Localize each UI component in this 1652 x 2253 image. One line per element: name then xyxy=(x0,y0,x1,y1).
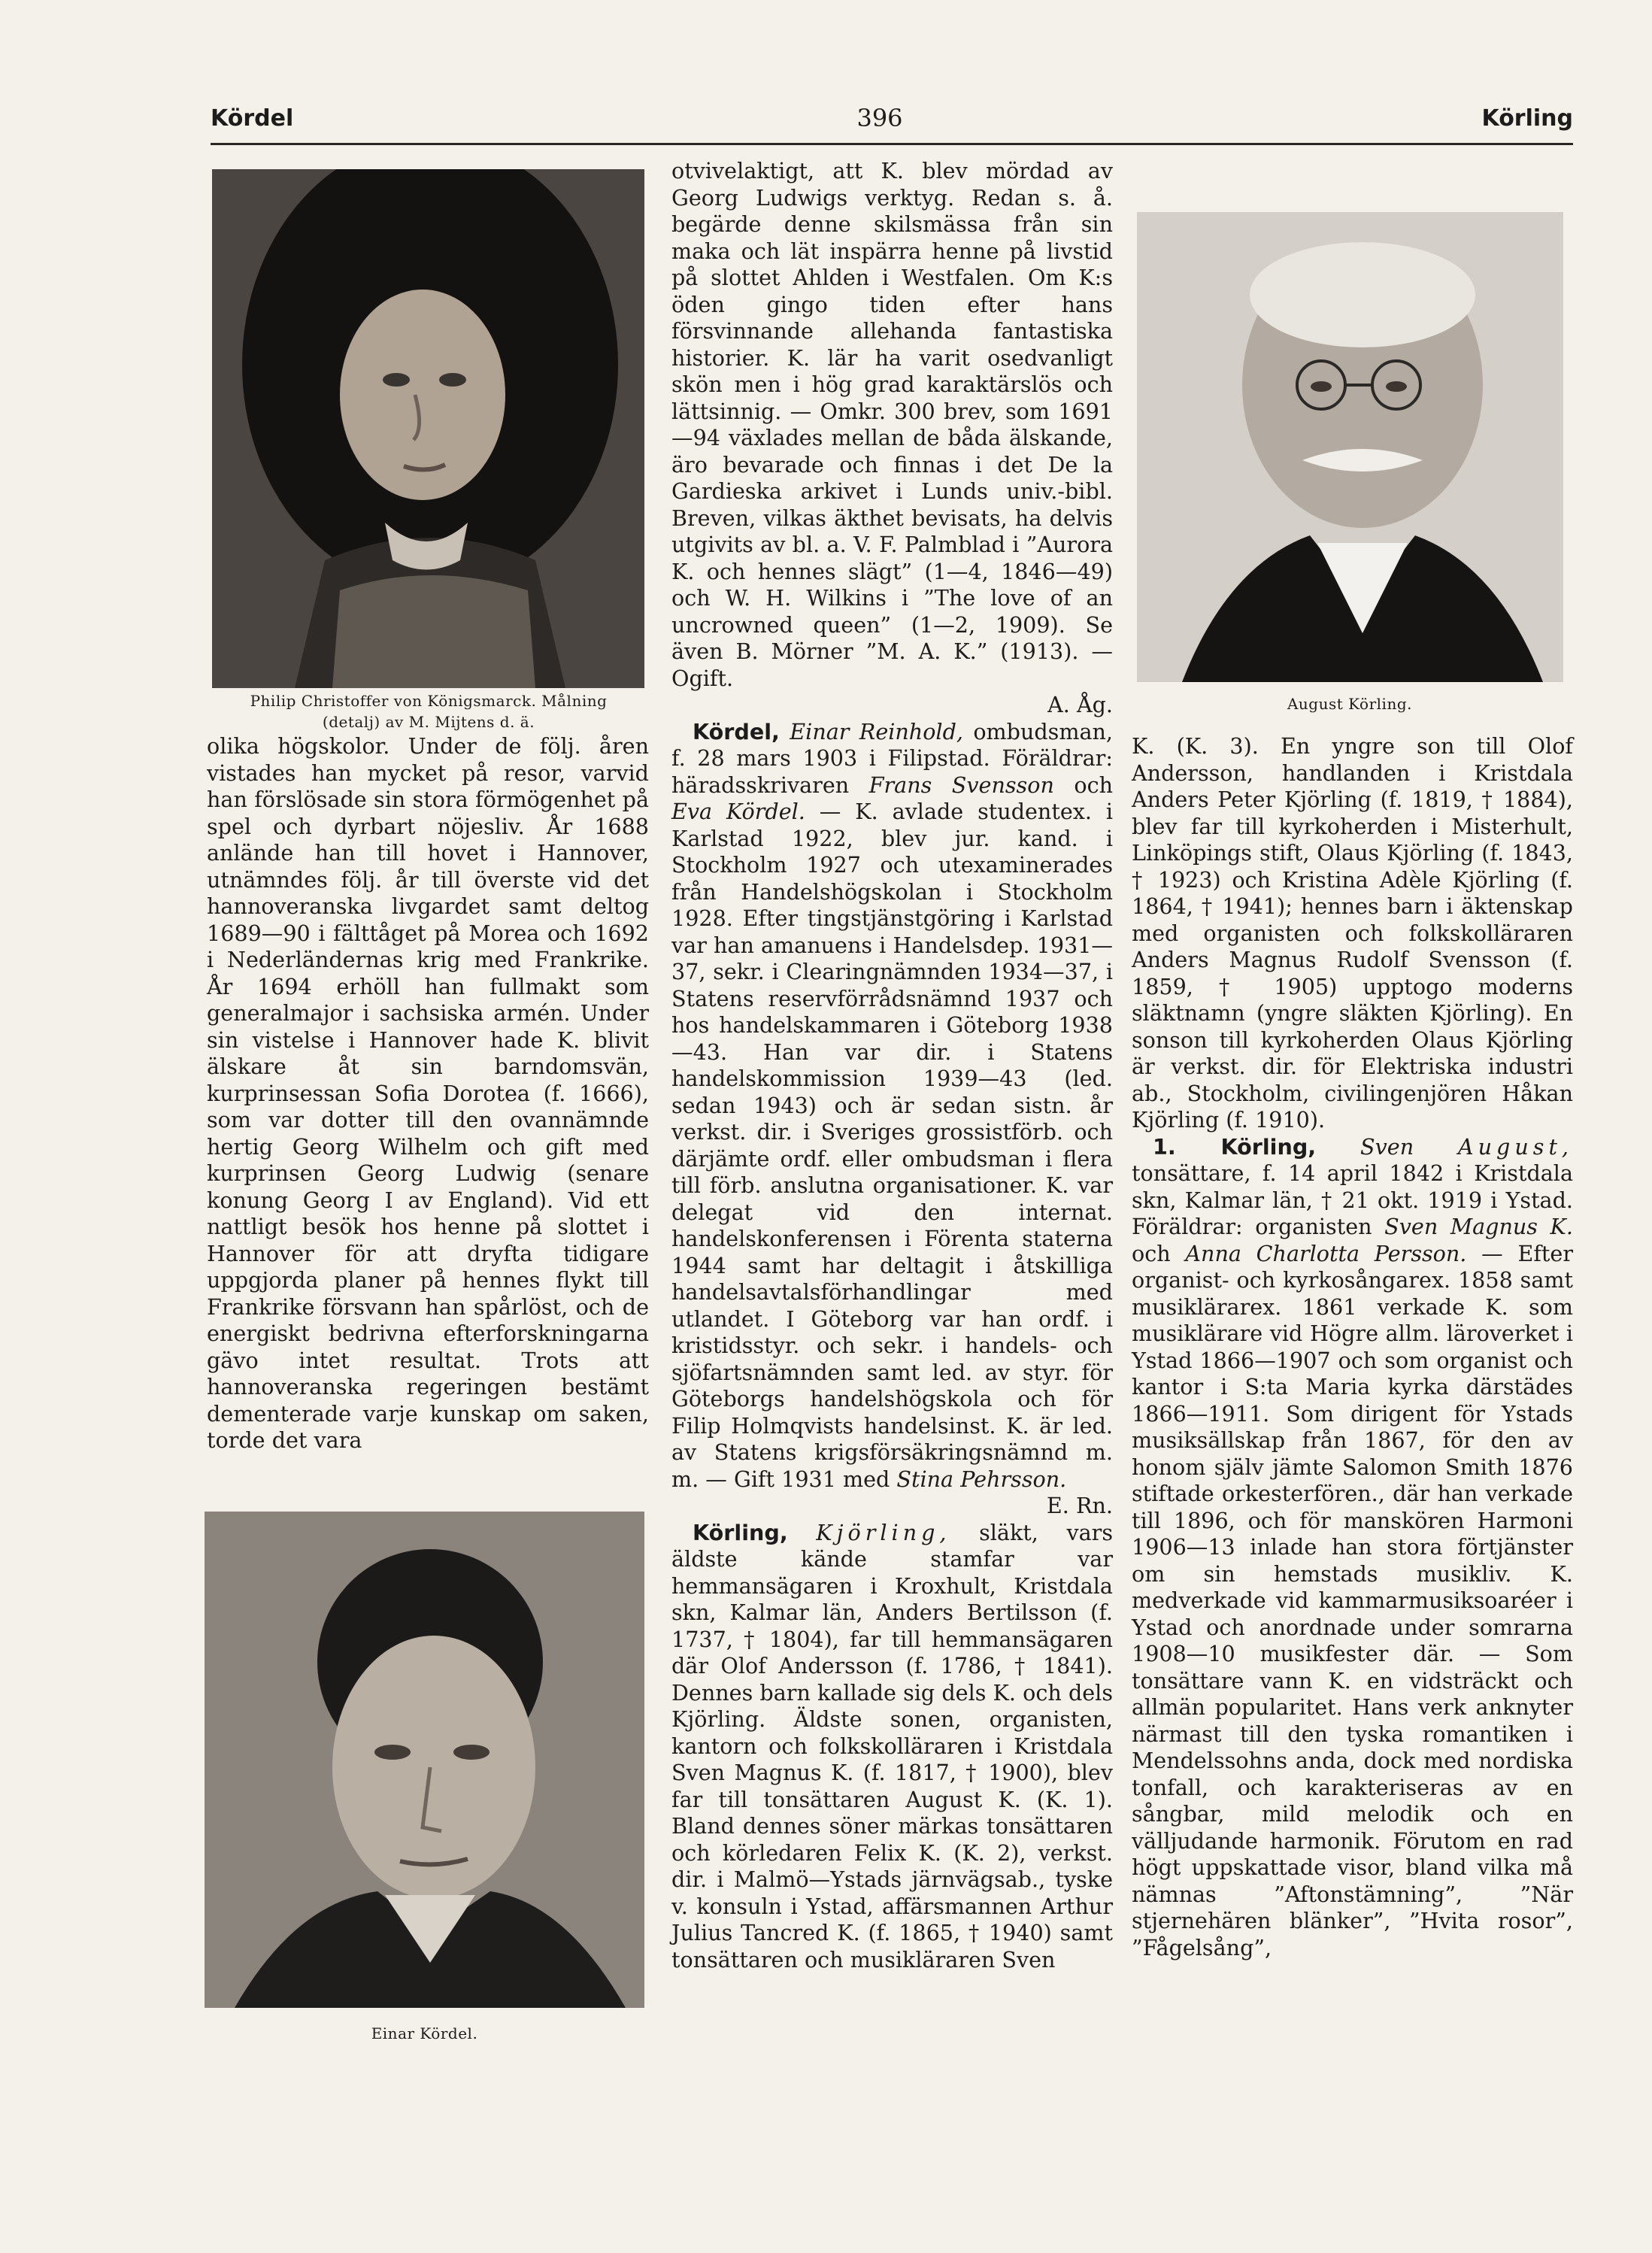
author-signature: A. Åg. xyxy=(1047,692,1113,717)
entry-text: ombudsman, f. 28 mars 1903 i Filipstad. Föräldrar: häradsskrivaren xyxy=(671,718,1114,798)
figure-caption-august xyxy=(1132,693,1568,714)
entry-heading: Körling, xyxy=(693,1519,788,1545)
entry-august-korling xyxy=(1132,1134,1573,1962)
entry-name-spaced: August, xyxy=(1457,1133,1574,1160)
entry-heading: 1. Körling, xyxy=(1153,1133,1317,1160)
entry-kordel xyxy=(671,719,1113,1493)
column-3 xyxy=(1132,733,1573,1961)
mother-name: Eva Kördel. xyxy=(671,799,805,824)
column-2 xyxy=(671,158,1113,1973)
paragraph: K. (K. 3). En yngre son till Olof Andersson, handlanden i Kristdala Anders Peter Kjörling (f. 1819, † 1884), blev far till kyrkoherden i Misterhult, Linköpings stift, Olaus Kjörling (f. 1843, † 1923) och Kristina Adèle Kjörling (f. 1864, † 1941); hennes barn i äktenskap med organisten och folkskolläraren Anders Magnus Rudolf Svensson (f. 1859, † 1905) upptogo moderns släktnamn (yngre släkten Kjörling). En sonson till kyrkoherden Olaus Kjörling är verkst. dir. för Elektriska industri ab., Stockholm, civilingenjören Håkan Kjörling (f. 1910). xyxy=(1132,733,1573,1133)
portrait-photo-icon xyxy=(1137,212,1563,682)
entry-text: tonsättare, f. 14 april 1842 i Kristdala skn, Kalmar län, † 21 okt. 1919 i Ystad. Föräldrar: organisten xyxy=(1132,1160,1573,1239)
page-number: 396 xyxy=(856,104,903,132)
entry-korling-family xyxy=(671,1520,1113,1974)
caption-line: Einar Kördel. xyxy=(371,2024,478,2042)
father-name: Frans Svensson xyxy=(868,772,1054,798)
caption-line: Philip Christoffer von Königsmarck. Målning xyxy=(250,692,608,710)
running-header xyxy=(0,98,1652,143)
caption-line: (detalj) av M. Mijtens d. ä. xyxy=(322,713,535,731)
figure-caption-philip xyxy=(207,690,650,732)
mother-name: Anna Charlotta Persson. xyxy=(1185,1240,1467,1266)
figure-caption-einar xyxy=(205,2023,644,2044)
header-right-word: Körling xyxy=(1481,105,1573,132)
entry-text: och xyxy=(1053,772,1114,798)
entry-text: — Efter organist- och kyrkosångarex. 1858 samt musiklärarex. 1861 verkade K. som musiklärare vid Högre allm. läroverket i Ystad 1866—1907 och som organist och kantor i S:ta Maria kyrka därstädes 1866—1911. Som dirigent för Ystads musiksällskap från 1867, för den av honom själv jämte Salomon Smith 1876 stiftade orkesterfören., där han verkade till 1896, och för manskören Harmoni 1906—13 inlade han stora förtjänster om sin hemstads musikliv. K. medverkade vid kammarmusiksoaréer i Ystad och anordnade under somrarna 1908—10 musikfester där. — Som tonsättare vann K. en vidsträckt och allmän popularitet. Hans verk anknyter närmast till den tyska romantiken i Mendelssohns anda, dock med nordiska tonfall, och karakteriseras av en sångbar, mild melodik och en välljudande harmonik. Förutom en rad högt uppskattade visor, bland vilka må nämnas ”Aftonstämning”, ”När stjernehären blänker”, ”Hvita rosor”, ”Fågelsång”, xyxy=(1132,1240,1574,1960)
entry-alt-name: Kjörling, xyxy=(816,1519,951,1545)
entry-text: och xyxy=(1132,1240,1186,1266)
paragraph: otvivelaktigt, att K. blev mördad av Georg Ludwigs verktyg. Redan s. å. begärde denne skilsmässa från sin maka och lät inspärra henne på livstid på slottet Ahlden i Westfalen. Om K:s öden gingo tiden efter hans försvinnande allehanda fantastiska historier. K. lär ha varit osedvanligt skön men i hög grad karaktärslös och lättsinnig. — Omkr. 300 brev, som 1691—94 växlades mellan de båda älskande, äro bevarade och finnas i det De la Gardieska arkivet i Lunds univ.-bibl. Breven, vilkas äkthet bevisats, ha delvis utgivits av bl. a. V. F. Palmblad i ”Aurora K. och hennes slägt” (1—4, 1846—49) och W. H. Wilkins i ”The love of an uncrowned queen” (1—2, 1909). Se även B. Mörner ”M. A. K.” (1913). — Ogift. xyxy=(671,158,1113,691)
caption-line: August Körling. xyxy=(1287,695,1412,713)
entry-name: Sven xyxy=(1360,1133,1414,1160)
entry-text: släkt, vars äldste kände stamfar var hemmansägaren i Kroxhult, Kristdala skn, Kalmar län, Anders Bertilsson (f. 1737, † 1804), far till hemmansägaren där Olof Andersson (f. 1786, † 1841). Dennes barn kallade sig dels K. och dels Kjörling. Äldste sonen, organisten, kantorn och folkskolläraren i Kristdala Sven Magnus K. (f. 1817, † 1900), blev far till tonsättaren August K. (K. 1). Bland dennes söner märkas tonsättaren och körledaren Felix K. (K. 2), verkst. dir. i Malmö—Ystads järnvägsab., tyske v. konsuln i Ystad, affärsmannen Arthur Julius Tancred K. (f. 1865, † 1940) samt tonsättaren och musikläraren Sven xyxy=(671,1519,1113,1973)
entry-heading: Kördel, xyxy=(693,718,780,744)
header-left-word: Kördel xyxy=(211,105,294,132)
entry-name: Einar Reinhold, xyxy=(790,718,963,744)
entry-text: — K. avlade studentex. i Karlstad 1922, blev jur. kand. i Stockholm 1927 och utexaminerades från Handelshögskolan i Stockholm 1928. Efter tingstjänstgöring i Karlstad var han amanuens i Handelsdep. 1931—37, sekr. i Clearingnämnden 1934—37, i Statens reservförrådsnämnd 1937 och hos handelskammaren i Göteborg 1938—43. Han var dir. i Statens handelskommission 1939—43 (led. sedan 1943) och är sedan sistn. år verkst. dir. i Sveriges grossistförb. och därjämte ordf. eller ombudsman i flera till förb. anslutna organisationer. K. var delegat vid den internat. handelskonferensen i Förenta staterna 1944 samt har deltagit i åtskilliga handelsavtalsförhandlingar med utlandet. I Göteborg var han ordf. i kristidsstyr. och sekr. i handels- och sjöfartsnämnden samt led. av styr. för Göteborgs handelshögskola och för Filip Holmqvists handelsinst. K. är led. av Statens krigsförsäkringsnämnd m. m. — Gift 1931 med xyxy=(671,799,1113,1492)
portrait-photo-icon xyxy=(205,1512,644,2008)
portrait-painting-icon xyxy=(212,169,644,688)
column-1 xyxy=(207,733,649,1454)
paragraph: olika högskolor. Under de följ. åren vistades han mycket på resor, varvid han förslösade sin stora förmögenhet på spel och dyrbart nöjesliv. År 1688 anlände han till hovet i Hannover, utnämndes följ. år till överste vid det hannoveranska livgardet samt deltog 1689—90 i fälttåget på Morea och 1692 i Nederländernas krig med Frankrike. År 1694 erhöll han fullmakt som generalmajor i sachsiska armén. Under sin vistelse i Hannover hade K. blivit älskare åt sin barndomsvän, kurprinsessan Sofia Dorotea (f. 1666), som var dotter till den ovannämnde hertig Georg Wilhelm och gift med kurprinsen Georg Ludwig (senare konung Georg I av England). Vid ett nattligt besök hos henne på slottet i Hannover för att dryfta tidigare uppgjorda planer på hennes flykt till Frankrike försvann han spårlöst, och de energiskt bedrivna efterforskningarna gävo intet resultat. Trots att hannoveranska regeringen bestämt dementerade varje kunskap om saken, torde det vara xyxy=(207,733,649,1453)
header-rule xyxy=(211,143,1573,145)
author-signature: E. Rn. xyxy=(1046,1493,1113,1518)
father-name: Sven Magnus K. xyxy=(1384,1214,1573,1239)
wife-name: Stina Pehrsson. xyxy=(896,1466,1067,1492)
